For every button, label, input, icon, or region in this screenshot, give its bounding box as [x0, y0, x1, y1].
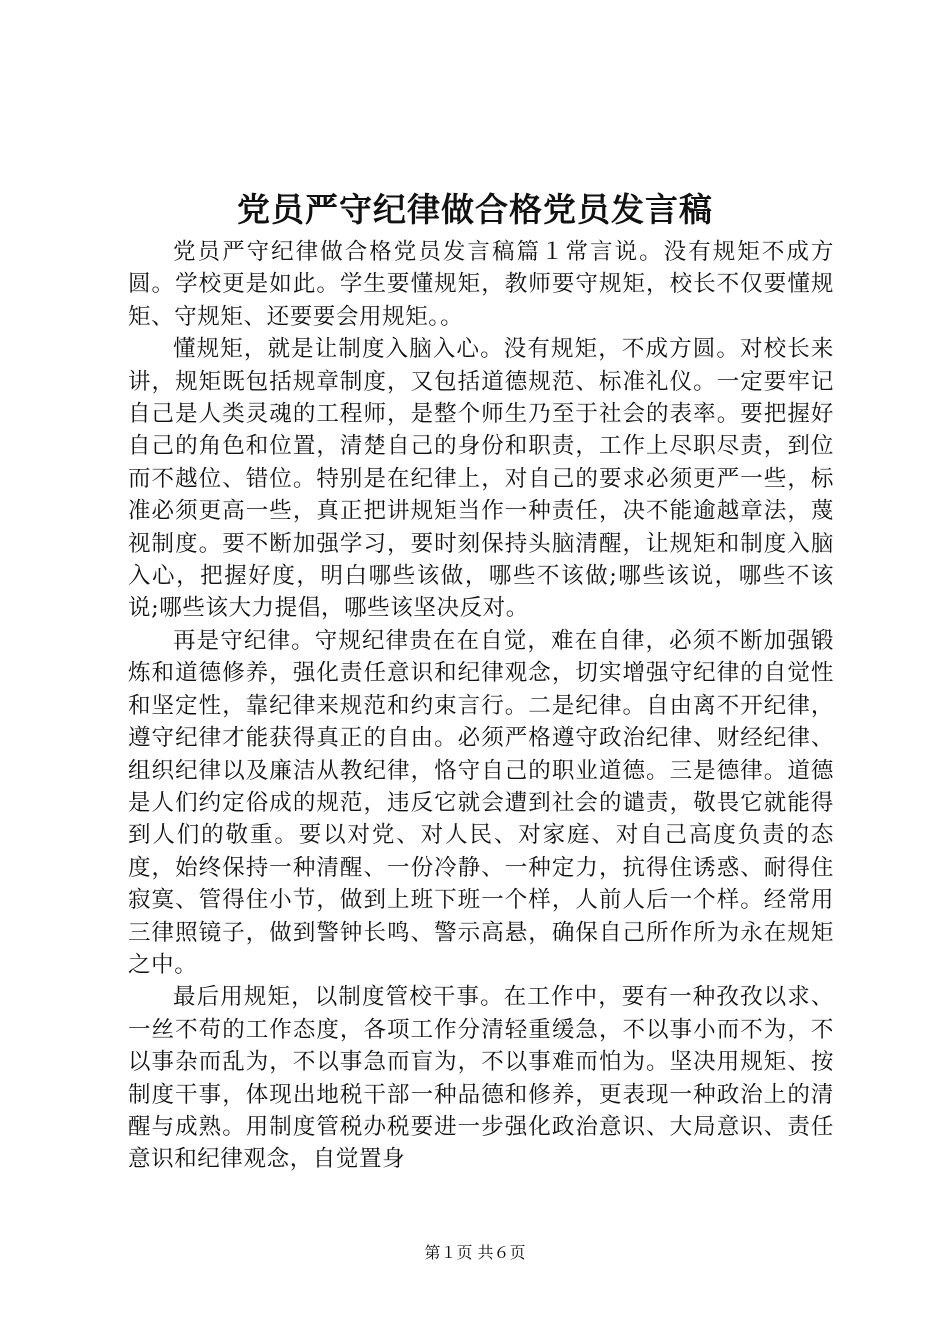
paragraph: 党员严守纪律做合格党员发言稿篇１常言说。没有规矩不成方圆。学校更是如此。学生要懂规矩，教师要守规矩，校长不仅要懂规矩、守规矩、还要要会用规矩。。 [128, 239, 834, 330]
page-footer: 第１页 共６页 [424, 1243, 526, 1262]
document-body [128, 236, 834, 1176]
document-title: 党员严守纪律做合格党员发言稿 [237, 190, 713, 229]
paragraph: 最后用规矩，以制度管校干事。在工作中，要有一种孜孜以求、一丝不苟的工作态度，各项工作分清轻重缓急，不以事小而不为，不以事杂而乱为，不以事急而盲为，不以事难而怕为。坚决用规矩、按制度干事，体现出地税干部一种品德和修养，更表现一种政治上的清醒与成熟。用制度管税办税要进一步强化政治意识、大局意识、责任意识和纪律观念，自觉置身 [128, 984, 834, 1173]
paragraph: 再是守纪律。守规纪律贵在在自觉，难在自律，必须不断加强锻炼和道德修养，强化责任意识和纪律观念，切实增强守纪律的自觉性和坚定性，靠纪律来规范和约束言行。二是纪律。自由离不开纪律，遵守纪律才能获得真正的自由。必须严格遵守政治纪律、财经纪律、组织纪律以及廉洁从教纪律，恪守自己的职业道德。三是德律。道德是人们约定俗成的规范，违反它就会遭到社会的谴责，敬畏它就能得到人们的敬重。要以对党、对人民、对家庭、对自己高度负责的态度，始终保持一种清醒、一份冷静、一种定力，抗得住诱惑、耐得住寂寞、管得住小节，做到上班下班一个样，人前人后一个样。经常用三律照镜子，做到警钟长鸣、警示高悬，确保自己所作所为永在规矩之中。 [128, 627, 834, 978]
paragraph: 懂规矩，就是让制度入脑入心。没有规矩，不成方圆。对校长来讲，规矩既包括规章制度，又包括道德规范、标准礼仪。一定要牢记自己是人类灵魂的工程师，是整个师生乃至于社会的表率。要把握好自己的角色和位置，清楚自己的身份和职责，工作上尽职尽责，到位而不越位、错位。特别是在纪律上，对自己的要求必须更严一些，标准必须更高一些，真正把讲规矩当作一种责任，决不能逾越章法，蔑视制度。要不断加强学习，要时刻保持头脑清醒，让规矩和制度入脑入心，把握好度，明白哪些该做，哪些不该做;哪些该说，哪些不该说;哪些该大力提倡，哪些该坚决反对。 [128, 336, 834, 622]
